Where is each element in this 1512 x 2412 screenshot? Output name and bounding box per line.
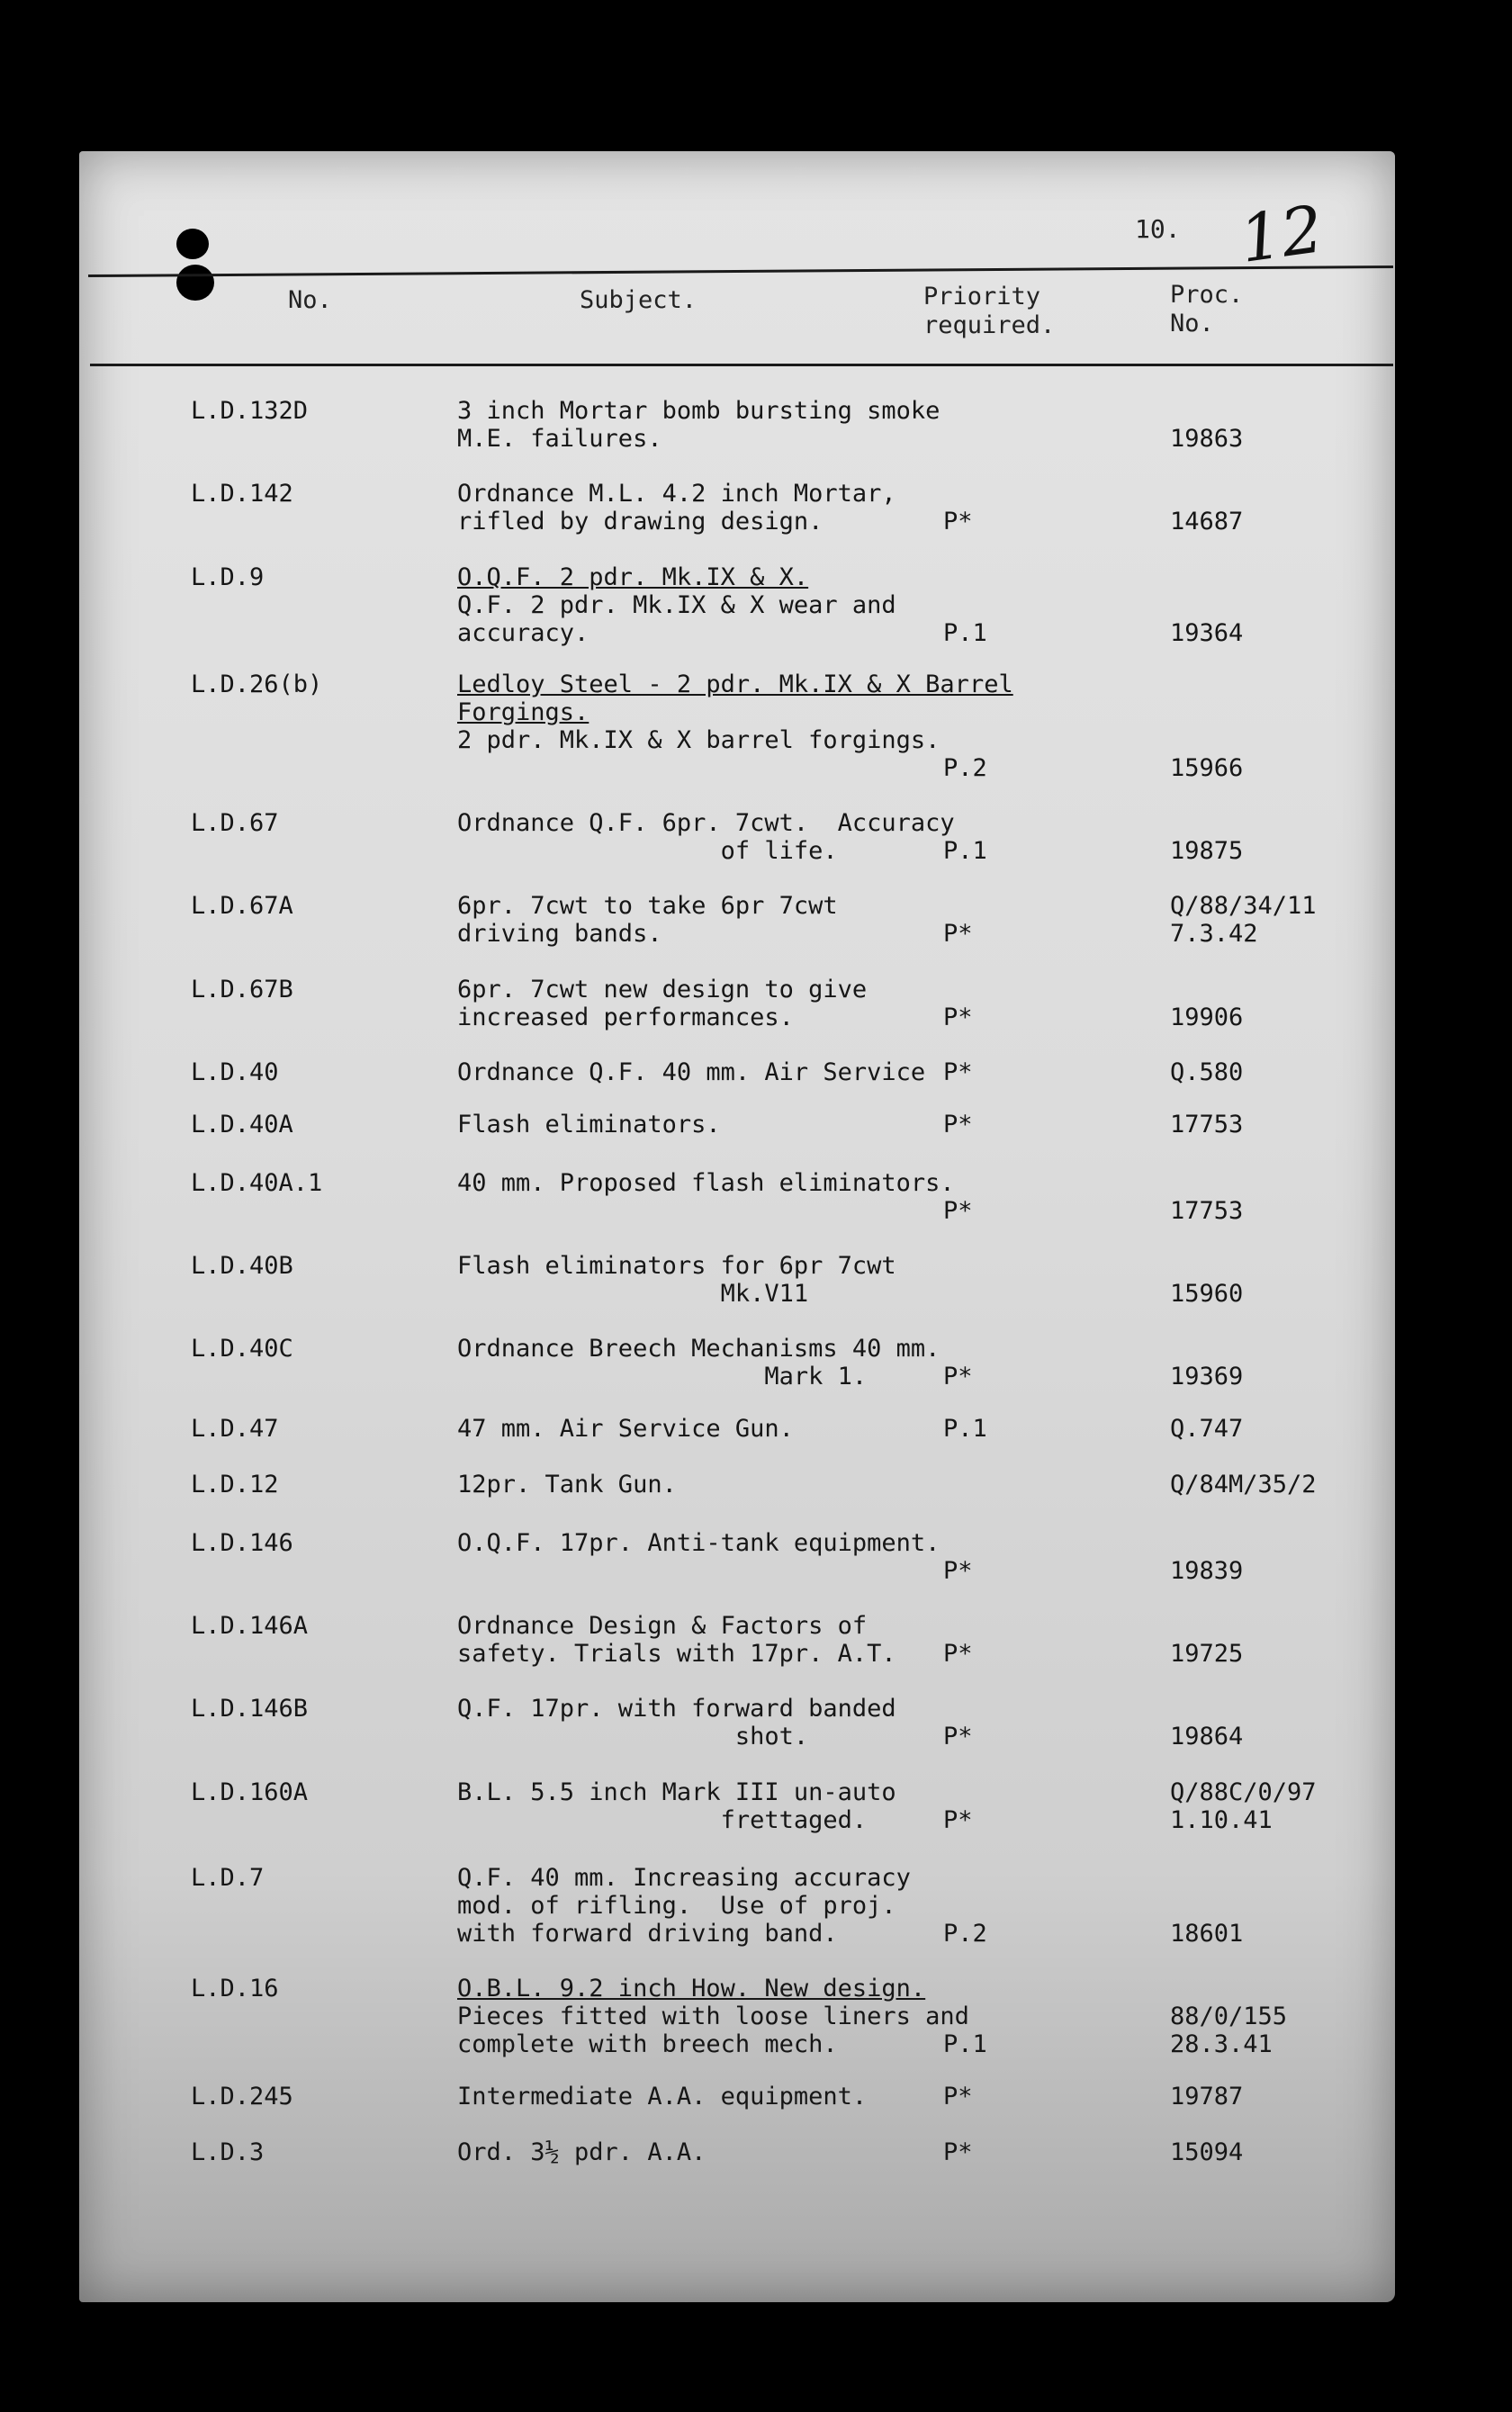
subject-line: 6pr. 7cwt to take 6pr 7cwt bbox=[457, 892, 838, 920]
item-number: L.D.9 bbox=[191, 563, 265, 591]
item-proc-date: 1.10.41 bbox=[1170, 1806, 1273, 1834]
subject-line: O.B.L. 9.2 inch How. New design. bbox=[457, 1975, 926, 2002]
item-subject bbox=[457, 1864, 911, 1948]
page-number: 10. bbox=[1135, 214, 1181, 244]
subject-line: O.Q.F. 2 pdr. Mk.IX & X. bbox=[457, 563, 809, 591]
item-subject bbox=[457, 670, 1013, 782]
item-number: L.D.245 bbox=[191, 2083, 293, 2110]
subject-line: M.E. failures. bbox=[457, 425, 662, 453]
item-proc-date: 7.3.42 bbox=[1170, 920, 1258, 948]
item-proc-no: 19369 bbox=[1170, 1363, 1244, 1390]
item-number: L.D.12 bbox=[191, 1471, 279, 1498]
subject-line: complete with breech mech. bbox=[457, 2030, 838, 2058]
subject-line: shot. bbox=[457, 1723, 809, 1750]
item-subject bbox=[457, 2083, 867, 2110]
item-subject bbox=[457, 2138, 706, 2166]
item-priority: P* bbox=[943, 2083, 973, 2110]
subject-line: Ordnance Q.F. 40 mm. Air Service bbox=[457, 1058, 926, 1086]
item-number: L.D.146B bbox=[191, 1695, 309, 1723]
item-subject bbox=[457, 1111, 721, 1138]
item-proc-no: 15094 bbox=[1170, 2138, 1244, 2166]
item-priority: P* bbox=[943, 2138, 973, 2166]
item-proc-no: 19839 bbox=[1170, 1557, 1244, 1585]
subject-line: Mk.V11 bbox=[457, 1280, 809, 1308]
item-proc-no: Q.580 bbox=[1170, 1058, 1244, 1086]
item-subject bbox=[457, 1415, 794, 1443]
subject-line: Ledloy Steel - 2 pdr. Mk.IX & X Barrel bbox=[457, 670, 1013, 698]
item-priority: P* bbox=[943, 1363, 973, 1390]
subject-line: safety. Trials with 17pr. A.T. bbox=[457, 1640, 896, 1668]
subject-line: frettaged. bbox=[457, 1806, 868, 1834]
item-number: L.D.40A.1 bbox=[191, 1169, 323, 1197]
subject-line bbox=[457, 1197, 955, 1225]
item-priority: P.2 bbox=[943, 754, 987, 782]
subject-line: 2 pdr. Mk.IX & X barrel forgings. bbox=[457, 726, 940, 754]
column-header-proc-no: Proc. No. bbox=[1170, 281, 1244, 338]
item-number: L.D.67B bbox=[191, 976, 293, 1004]
item-number: L.D.40B bbox=[191, 1252, 293, 1280]
subject-line: 40 mm. Proposed flash eliminators. bbox=[457, 1169, 955, 1197]
item-number: L.D.3 bbox=[191, 2138, 265, 2166]
column-header-no: No. bbox=[288, 286, 332, 314]
item-proc-no: 19863 bbox=[1170, 425, 1244, 453]
item-priority: P* bbox=[943, 1723, 973, 1750]
subject-line: Forgings. bbox=[457, 698, 590, 726]
item-proc-no: 17753 bbox=[1170, 1197, 1244, 1225]
subject-line: Flash eliminators for 6pr 7cwt bbox=[457, 1252, 896, 1280]
item-proc-no: 15966 bbox=[1170, 754, 1244, 782]
item-priority: P* bbox=[943, 508, 973, 536]
item-number: L.D.40C bbox=[191, 1335, 293, 1363]
item-subject bbox=[457, 1975, 969, 2058]
item-subject bbox=[457, 1529, 940, 1585]
item-proc-no: 18601 bbox=[1170, 1920, 1244, 1948]
item-priority: P* bbox=[943, 920, 973, 948]
item-proc-no: 88/0/155 bbox=[1170, 2002, 1288, 2030]
subject-line: 6pr. 7cwt new design to give bbox=[457, 976, 868, 1004]
subject-line: with forward driving band. bbox=[457, 1920, 838, 1948]
subject-line: Ord. 3½ pdr. A.A. bbox=[457, 2138, 706, 2166]
item-subject bbox=[457, 1335, 940, 1390]
item-subject bbox=[457, 1695, 896, 1750]
item-number: L.D.146A bbox=[191, 1612, 309, 1640]
item-subject bbox=[457, 1778, 896, 1834]
item-subject bbox=[457, 563, 896, 647]
subject-line: Ordnance Q.F. 6pr. 7cwt. Accuracy bbox=[457, 809, 955, 837]
item-proc-no: Q.747 bbox=[1170, 1415, 1244, 1443]
item-priority: P.2 bbox=[943, 1920, 987, 1948]
subject-line: rifled by drawing design. bbox=[457, 508, 824, 536]
item-priority: P* bbox=[943, 1111, 973, 1138]
subject-line: Pieces fitted with loose liners and bbox=[457, 2002, 969, 2030]
item-priority: P* bbox=[943, 1557, 973, 1585]
item-priority: P* bbox=[943, 1197, 973, 1225]
item-proc-no: 19875 bbox=[1170, 837, 1244, 865]
item-number: L.D.142 bbox=[191, 480, 293, 508]
item-subject bbox=[457, 809, 955, 865]
item-proc-no: 19864 bbox=[1170, 1723, 1244, 1750]
item-priority: P* bbox=[943, 1640, 973, 1668]
column-header-priority: Priority required. bbox=[923, 283, 1056, 340]
item-number: L.D.132D bbox=[191, 397, 309, 425]
document-sheet bbox=[79, 151, 1395, 2302]
item-proc-no: Q/84M/35/2 bbox=[1170, 1471, 1317, 1498]
item-proc-no: 19906 bbox=[1170, 1004, 1244, 1031]
item-subject bbox=[457, 1612, 896, 1668]
item-number: L.D.26(b) bbox=[191, 670, 323, 698]
item-list bbox=[79, 151, 1395, 2302]
subject-line bbox=[457, 1557, 940, 1585]
item-number: L.D.7 bbox=[191, 1864, 265, 1892]
subject-line: 47 mm. Air Service Gun. bbox=[457, 1415, 794, 1443]
subject-line: increased performances. bbox=[457, 1004, 794, 1031]
subject-line: O.Q.F. 17pr. Anti-tank equipment. bbox=[457, 1529, 940, 1557]
subject-line: 3 inch Mortar bomb bursting smoke bbox=[457, 397, 940, 425]
subject-line: driving bands. bbox=[457, 920, 662, 948]
item-proc-no: 15960 bbox=[1170, 1280, 1244, 1308]
item-proc-no: 19725 bbox=[1170, 1640, 1244, 1668]
item-priority: P* bbox=[943, 1058, 973, 1086]
item-priority: P.1 bbox=[943, 837, 987, 865]
subject-line: Intermediate A.A. equipment. bbox=[457, 2083, 868, 2110]
item-subject bbox=[457, 892, 838, 948]
handwritten-folio-mark: 12 bbox=[1235, 191, 1328, 277]
subject-line: Mark 1. bbox=[457, 1363, 868, 1390]
item-priority: P.1 bbox=[943, 619, 987, 647]
item-number: L.D.67 bbox=[191, 809, 279, 837]
item-priority: P* bbox=[943, 1004, 973, 1031]
item-subject bbox=[457, 480, 896, 536]
item-subject bbox=[457, 1169, 955, 1225]
subject-line: Q.F. 17pr. with forward banded bbox=[457, 1695, 896, 1723]
subject-line: mod. of rifling. Use of proj. bbox=[457, 1892, 896, 1920]
item-subject bbox=[457, 1058, 925, 1086]
column-header-subject: Subject. bbox=[580, 286, 698, 314]
subject-line: B.L. 5.5 inch Mark III un-auto bbox=[457, 1778, 896, 1806]
subject-line: Flash eliminators. bbox=[457, 1111, 721, 1138]
item-proc-no: 19787 bbox=[1170, 2083, 1244, 2110]
subject-line: accuracy. bbox=[457, 619, 590, 647]
item-priority: P.1 bbox=[943, 1415, 987, 1443]
item-number: L.D.40A bbox=[191, 1111, 293, 1138]
item-proc-no: 19364 bbox=[1170, 619, 1244, 647]
item-number: L.D.67A bbox=[191, 892, 293, 920]
item-subject bbox=[457, 1471, 677, 1498]
item-priority: P.1 bbox=[943, 2030, 987, 2058]
item-subject bbox=[457, 1252, 896, 1308]
subject-line: Q.F. 40 mm. Increasing accuracy bbox=[457, 1864, 911, 1892]
subject-line: of life. bbox=[457, 837, 838, 865]
subject-line: Ordnance Design & Factors of bbox=[457, 1612, 868, 1640]
subject-line bbox=[457, 754, 1013, 782]
item-number: L.D.16 bbox=[191, 1975, 279, 2002]
item-number: L.D.160A bbox=[191, 1778, 309, 1806]
item-subject bbox=[457, 397, 940, 453]
item-proc-no: Q/88/34/11 bbox=[1170, 892, 1317, 920]
item-proc-no: 17753 bbox=[1170, 1111, 1244, 1138]
item-proc-no: 14687 bbox=[1170, 508, 1244, 536]
subject-line: Q.F. 2 pdr. Mk.IX & X wear and bbox=[457, 591, 896, 619]
item-proc-no: Q/88C/0/97 bbox=[1170, 1778, 1317, 1806]
subject-line: Ordnance Breech Mechanisms 40 mm. bbox=[457, 1335, 940, 1363]
item-subject bbox=[457, 976, 867, 1031]
item-number: L.D.40 bbox=[191, 1058, 279, 1086]
subject-line: Ordnance M.L. 4.2 inch Mortar, bbox=[457, 480, 896, 508]
item-priority: P* bbox=[943, 1806, 973, 1834]
item-proc-date: 28.3.41 bbox=[1170, 2030, 1273, 2058]
subject-line: 12pr. Tank Gun. bbox=[457, 1471, 677, 1498]
item-number: L.D.47 bbox=[191, 1415, 279, 1443]
item-number: L.D.146 bbox=[191, 1529, 293, 1557]
